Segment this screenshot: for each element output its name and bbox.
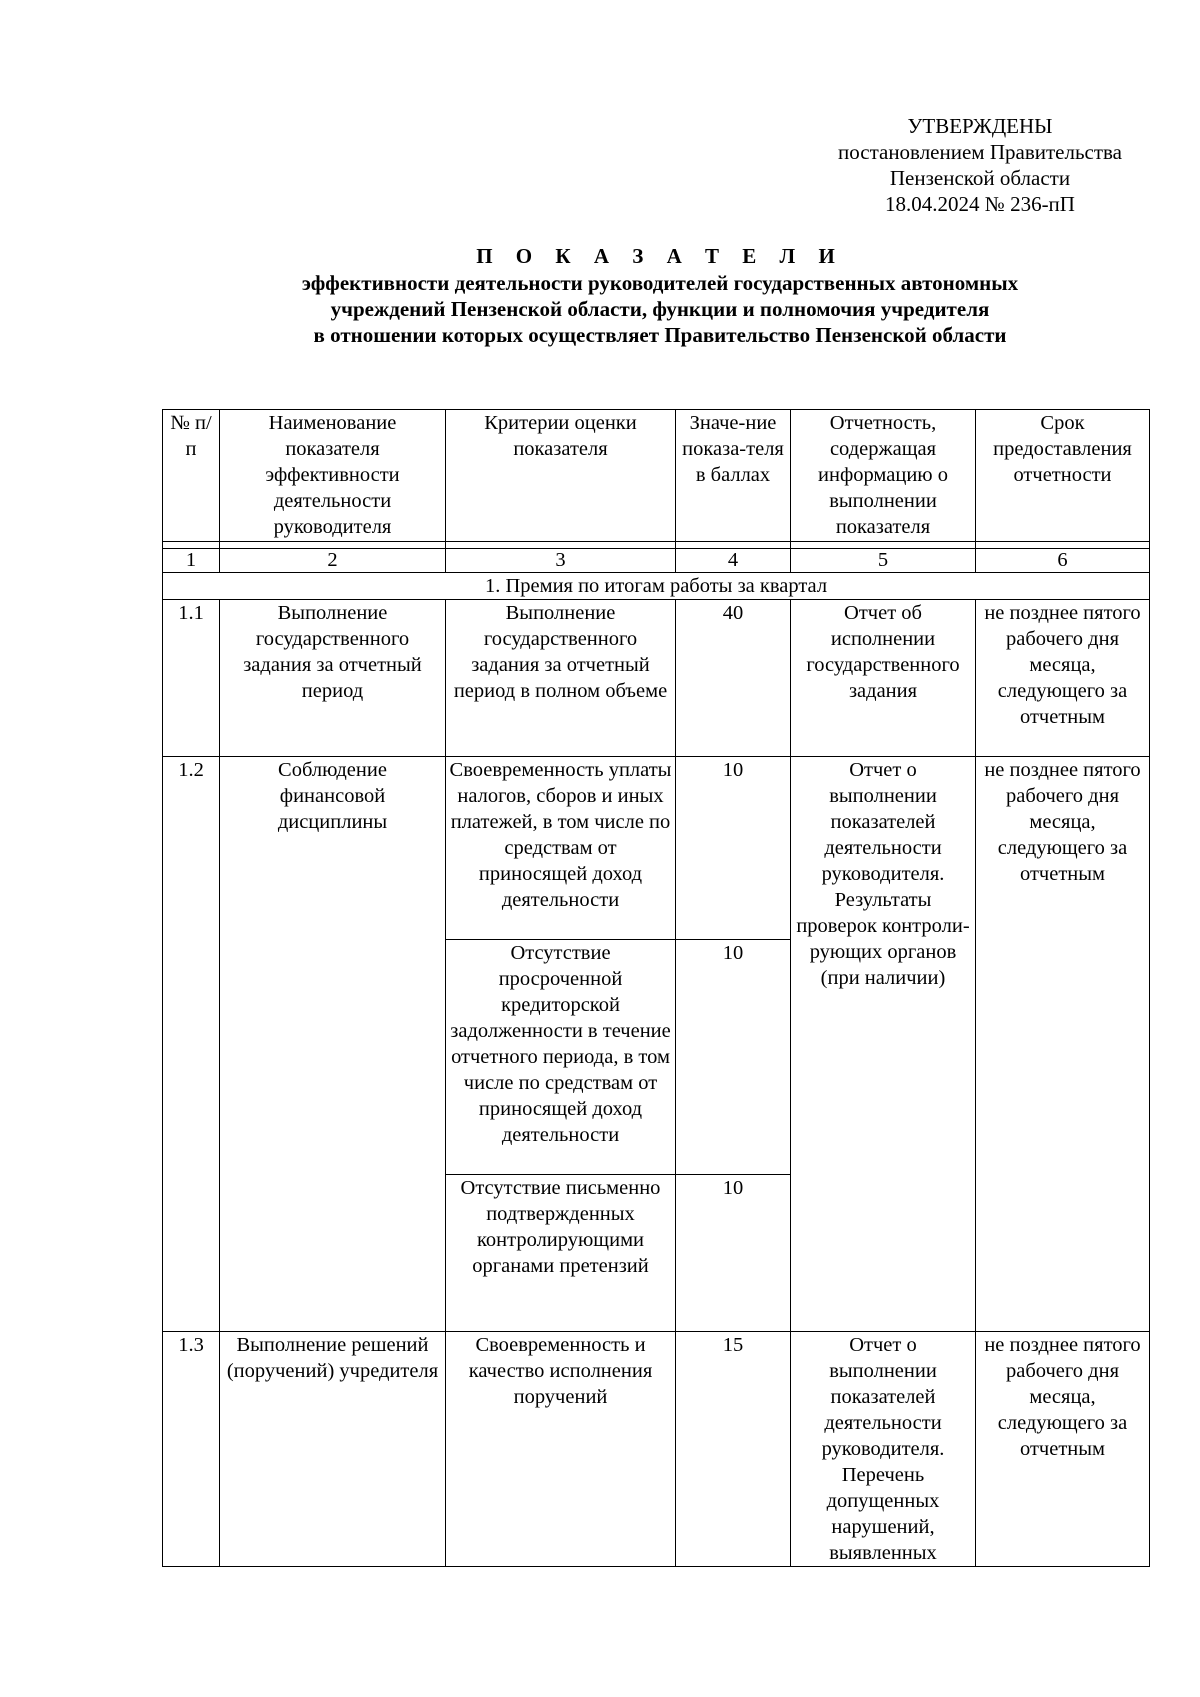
title-main: П О К А З А Т Е Л И (476, 244, 844, 268)
row-name: Выполнение решений (поручений) учредителя (220, 1332, 446, 1567)
row-value: 10 (676, 940, 791, 1175)
column-number: 3 (446, 549, 676, 573)
approval-line-3: Пензенской области (889, 166, 1071, 190)
document-title (120, 243, 1200, 348)
table-row (163, 757, 1150, 940)
row-value: 10 (676, 1175, 791, 1332)
indicators-table (162, 409, 1150, 1567)
table-row (163, 600, 1150, 757)
row-name: Соблюдение финансовой дисциплины (220, 757, 446, 1332)
column-numbers-row (163, 549, 1150, 573)
row-value: 15 (676, 1332, 791, 1567)
section-row (163, 573, 1150, 600)
column-number: 2 (220, 549, 446, 573)
approval-line-2: постановлением Правительства (837, 140, 1122, 164)
title-line-2: учреждений Пензенской области, функции и полномочия учредителя (330, 297, 990, 321)
row-deadline: не позднее пятого рабочего дня месяца, следующего за отчетным (976, 1332, 1150, 1567)
section-title: 1. Премия по итогам работы за квартал (163, 573, 1150, 600)
header-report: Отчетность, содержащая информацию о выполнении показателя (791, 410, 976, 542)
title-line-3: в отношении которых осуществляет Правительство Пензенской области (313, 323, 1007, 347)
header-value: Значе-ние показа-теля в баллах (676, 410, 791, 542)
row-criteria: Выполнение государственного задания за отчетный период в полном объеме (446, 600, 676, 757)
approval-line-1: УТВЕРЖДЕНЫ (907, 114, 1053, 138)
column-number: 6 (976, 549, 1150, 573)
row-report: Отчет о выполнении показателей деятельности руководителя. Перечень допущенных нарушений, выявленных (791, 1332, 976, 1567)
table-header (163, 410, 1150, 542)
row-report: Отчет о выполнении показателей деятельности руководителя. Результаты проверок контроли-рующих органов (при наличии) (791, 757, 976, 1332)
row-deadline: не позднее пятого рабочего дня месяца, следующего за отчетным (976, 600, 1150, 757)
row-num: 1.3 (163, 1332, 220, 1567)
row-value: 10 (676, 757, 791, 940)
header-deadline: Срок предоставления отчетности (976, 410, 1150, 542)
header-num: № п/п (163, 410, 220, 542)
header-name: Наименование показателя эффективности деятельности руководителя (220, 410, 446, 542)
row-criteria: Отсутствие просроченной кредиторской задолженности в течение отчетного периода, в том числе по средствам от приносящей доход деятельности (446, 940, 676, 1175)
row-criteria: Своевременность и качество исполнения поручений (446, 1332, 676, 1567)
row-report: Отчет об исполнении государственного задания (791, 600, 976, 757)
row-deadline: не позднее пятого рабочего дня месяца, следующего за отчетным (976, 757, 1150, 1332)
column-number: 4 (676, 549, 791, 573)
row-criteria: Своевременность уплаты налогов, сборов и иных платежей, в том числе по средствам от приносящей доход деятельности (446, 757, 676, 940)
title-line-1: эффективности деятельности руководителей государственных автономных (301, 271, 1019, 295)
header-criteria: Критерии оценки показателя (446, 410, 676, 542)
table-row (163, 1332, 1150, 1567)
row-name: Выполнение государственного задания за отчетный период (220, 600, 446, 757)
column-number: 5 (791, 549, 976, 573)
approval-line-4: 18.04.2024 № 236-пП (885, 192, 1075, 216)
row-num: 1.2 (163, 757, 220, 1332)
row-num: 1.1 (163, 600, 220, 757)
header-spacer (163, 542, 1150, 549)
approval-block (780, 113, 1180, 217)
column-number: 1 (163, 549, 220, 573)
row-criteria: Отсутствие письменно подтвержденных контролирующими органами претензий (446, 1175, 676, 1332)
row-value: 40 (676, 600, 791, 757)
